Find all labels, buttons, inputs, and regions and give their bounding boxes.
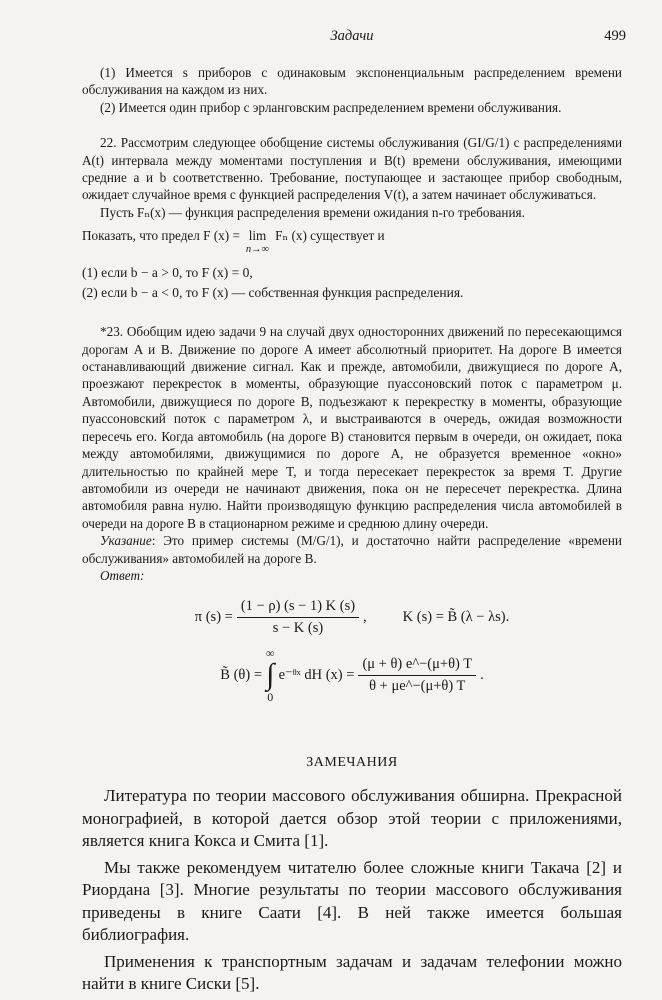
problem-22-definition: Пусть Fₙ(x) — функция распределения времени ожидания n-го требования.	[100, 204, 525, 220]
hint-label: Указание	[100, 533, 152, 549]
problem-21-item-1: (1) Имеется s приборов с одинаковым экспоненциальным распределением времени обслуживания на каждом из них.	[82, 65, 622, 98]
problem-23	[82, 323, 622, 584]
eq1-separator: ,	[363, 609, 367, 626]
problem-21-item-2: (2) Имеется один прибор с эрланговским распределением времени обслуживания.	[100, 99, 562, 115]
integral-symbol: ∫	[266, 658, 275, 692]
limit-operator	[246, 229, 269, 257]
running-header	[82, 24, 626, 50]
notes-paragraph-3: Применения к транспортным задачам и задачам телефонии можно найти в книге Сиски [5].	[82, 951, 622, 994]
integral-sign	[266, 647, 275, 703]
eq2-lhs: B̃ (θ) =	[220, 666, 262, 683]
hint-text: : Это пример системы (M/G/1), и достаточно найти распределение «времени обслуживания» автомобилей на дороге B.	[82, 533, 622, 566]
eq1-lhs: π (s) =	[194, 609, 233, 626]
conditions-list	[82, 263, 622, 303]
eq1-numerator: (1 − ρ) (s − 1) K (s)	[237, 598, 359, 618]
eq2-end: .	[480, 666, 484, 683]
eq2-fraction	[358, 656, 476, 695]
condition-2: (2) если b − a < 0, то F (x) — собственная функция распределения.	[82, 285, 464, 301]
limit-word: lim	[248, 228, 267, 244]
equation-pi	[82, 598, 622, 637]
running-title: Задачи	[330, 28, 374, 44]
condition-1: (1) если b − a > 0, то F (x) = 0,	[82, 265, 253, 281]
eq1-denominator: s − K (s)	[272, 620, 324, 637]
problem-23-hint	[82, 532, 622, 567]
eq1-rhs: K (s) = B̃ (λ − λs).	[402, 609, 510, 626]
eq1-fraction	[237, 598, 359, 637]
limit-suffix: Fₙ (x) существует и	[275, 228, 385, 244]
problem-23-statement: *23. Обобщим идею задачи 9 на случай двух односторонних движений по пересекающимся дорогам A и B. Движение по дороге A имеет абсолютный приоритет. На дороге B имеется останавливающий движение сигнал. Как и прежде, автомобили, движущиеся по дороге A, проезжают перекресток в моменты, образующие пуассоновский поток с параметром μ. Автомобили, движущиеся по дороге B, подъезжают к перекрестку в моменты, образующие пуассоновский поток с параметром λ, и выстраиваются в очередь, ожидая возможности пересечь его. Когда автомобиль (на дороге B) становится первым в очереди, он ожидает, пока между автомобилями, движущимися по дороге A, не образуется временное «окно» длительностью по крайней мере T, и тогда пересекает перекресток за время T. Другие автомобили из очереди не начинают движения, пока он не пересечет перекрестка. Длина автомобиля равна нулю. Найти производящую функцию распределения числа автомобилей в очереди на дороге B в стационарном режиме и среднюю длину очереди.	[82, 324, 622, 531]
notes-paragraph-2: Мы также рекомендуем читателю более сложные книги Такача [2] и Риордана [3]. Многие результаты по теории массового обслуживания приведены в книге Саати [4]. В ней также имеется большая библиография.	[82, 857, 622, 945]
page-number: 499	[604, 28, 626, 44]
problem-21-tail	[82, 64, 622, 116]
eq2-denominator: θ + μe^−(μ+θ) T	[369, 677, 466, 694]
problem-22-statement: 22. Рассмотрим следующее обобщение системы обслуживания (GI/G/1) с распределениями A(t) интервала между моментами поступления и B(t) времени обслуживания, имеющими средние a и b соответственно. Требование, поступающее и застающее прибор свободным, ожидает случайное время с функцией распределения V(t), а затем начинает обслуживаться.	[82, 135, 622, 203]
integral-lower-limit: 0	[267, 690, 274, 705]
notes-paragraph-1: Литература по теории массового обслуживания обширна. Прекрасной монографией, в которой дается обзор этой теории с приложениями, является книга Кокса и Смита [1].	[82, 786, 622, 851]
notes-body	[82, 785, 622, 996]
section-heading: ЗАМЕЧАНИЯ	[306, 755, 398, 771]
page	[82, 24, 626, 1000]
eq2-numerator: (μ + θ) e^−(μ+θ) T	[358, 656, 476, 676]
limit-subscript: n→∞	[245, 244, 270, 256]
integral-upper-limit: ∞	[266, 646, 275, 661]
limit-statement	[82, 227, 622, 257]
eq2-integrand: e⁻ᶿˣ dH (x) =	[278, 666, 355, 683]
equation-b-theta	[82, 647, 622, 703]
limit-prefix: Показать, что предел F (x) =	[82, 228, 240, 244]
problem-22	[82, 134, 622, 303]
answer-label: Ответ:	[100, 567, 145, 583]
